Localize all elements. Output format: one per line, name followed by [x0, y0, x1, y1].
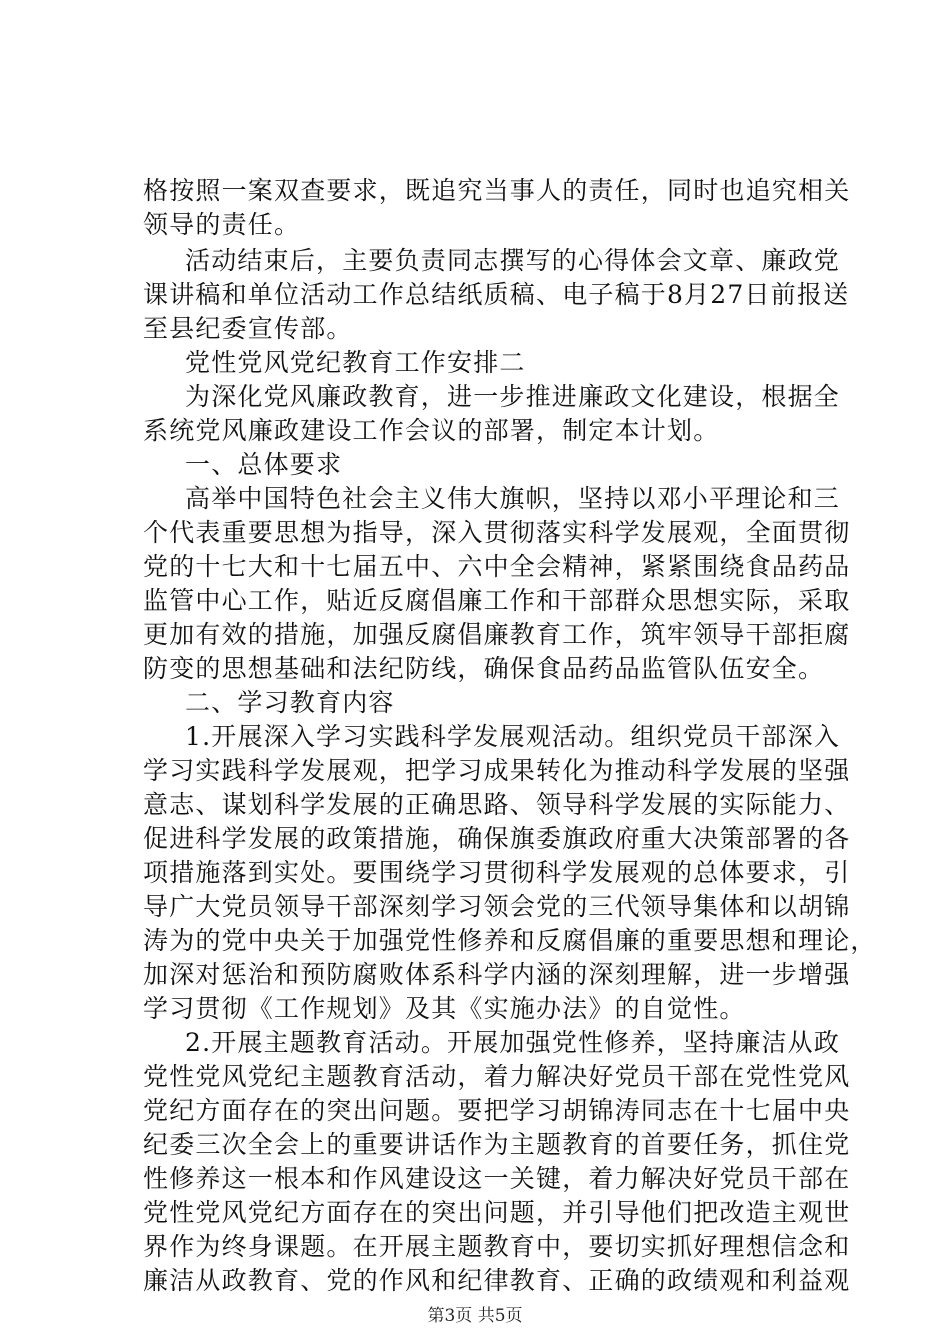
text-line: 项措施落到实处。要围绕学习贯彻科学发展观的总体要求，引 [143, 858, 851, 887]
text-line: 界作为终身课题。在开展主题教育中，要切实抓好理想信念和 [143, 1232, 851, 1261]
text-line: 导广大党员领导干部深刻学习领会党的三代领导集体和以胡锦 [143, 892, 851, 921]
text-line: 加深对惩治和预防腐败体系科学内涵的深刻理解，进一步增强 [143, 960, 851, 989]
section-heading: 二、学习教育内容 [185, 688, 395, 717]
text-line: 性修养这一根本和作风建设这一关键，着力解决好党员干部在 [143, 1164, 851, 1193]
text-line: 2.开展主题教育活动。开展加强党性修养，坚持廉洁从政 [185, 1028, 841, 1057]
text-line: 党性党风党纪方面存在的突出问题，并引导他们把改造主观世 [143, 1198, 851, 1227]
text-line: 廉洁从政教育、党的作风和纪律教育、正确的政绩观和利益观 [143, 1266, 851, 1295]
text-line: 涛为的党中央关于加强党性修养和反腐倡廉的重要思想和理论， [143, 926, 877, 955]
text-line: 高举中国特色社会主义伟大旗帜，坚持以邓小平理论和三 [185, 484, 841, 513]
section-heading: 一、总体要求 [185, 450, 343, 479]
text-line: 课讲稿和单位活动工作总结纸质稿、电子稿于8月27日前报送 [143, 280, 850, 309]
text-line: 党纪方面存在的突出问题。要把学习胡锦涛同志在十七届中央 [143, 1096, 851, 1125]
text-line: 党的十七大和十七届五中、六中全会精神，紧紧围绕食品药品 [143, 552, 851, 581]
text-line: 系统党风廉政建设工作会议的部署，制定本计划。 [143, 416, 720, 445]
text-line: 监管中心工作，贴近反腐倡廉工作和干部群众思想实际，采取 [143, 586, 851, 615]
page-number-footer: 第3页 共5页 [427, 1306, 523, 1326]
text-line: 至县纪委宣传部。 [143, 314, 353, 343]
section-heading: 党性党风党纪教育工作安排二 [185, 348, 526, 377]
text-line: 学习贯彻《工作规划》及其《实施办法》的自觉性。 [143, 994, 746, 1023]
text-line: 更加有效的措施，加强反腐倡廉教育工作，筑牢领导干部拒腐 [143, 620, 851, 649]
text-line: 个代表重要思想为指导，深入贯彻落实科学发展观，全面贯彻 [143, 518, 851, 547]
text-line: 为深化党风廉政教育，进一步推进廉政文化建设，根据全 [185, 382, 841, 411]
text-line: 党性党风党纪主题教育活动，着力解决好党员干部在党性党风 [143, 1062, 851, 1091]
text-line: 促进科学发展的政策措施，确保旗委旗政府重大决策部署的各 [143, 824, 851, 853]
text-line: 格按照一案双查要求，既追究当事人的责任，同时也追究相关 [143, 176, 851, 205]
text-line: 防变的思想基础和法纪防线，确保食品药品监管队伍安全。 [143, 654, 825, 683]
text-line: 活动结束后，主要负责同志撰写的心得体会文章、廉政党 [185, 246, 841, 275]
text-line: 纪委三次全会上的重要讲话作为主题教育的首要任务，抓住党 [143, 1130, 851, 1159]
text-line: 领导的责任。 [143, 210, 301, 239]
text-line: 学习实践科学发展观，把学习成果转化为推动科学发展的坚强 [143, 756, 851, 785]
text-line: 1.开展深入学习实践科学发展观活动。组织党员干部深入 [185, 722, 841, 751]
text-line: 意志、谋划科学发展的正确思路、领导科学发展的实际能力、 [143, 790, 851, 819]
